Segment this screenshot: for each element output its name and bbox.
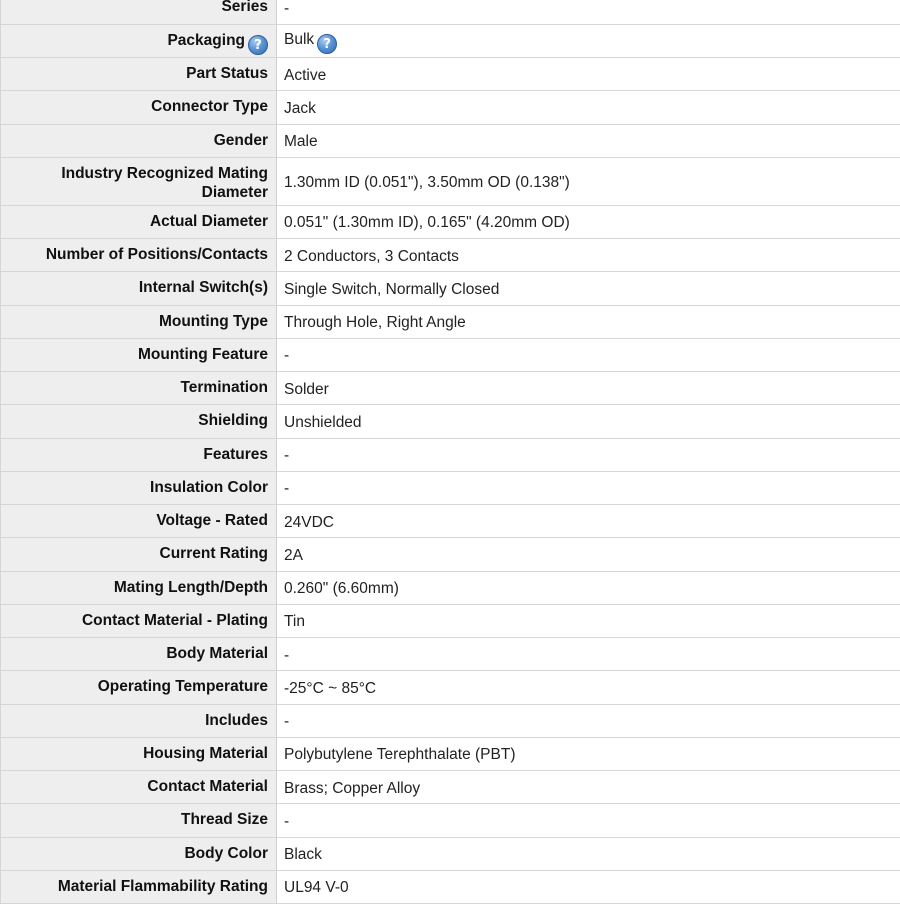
attribute-value: 2 Conductors, 3 Contacts [284, 248, 459, 265]
attribute-value-cell [277, 571, 900, 604]
attribute-label-cell [1, 505, 277, 538]
attribute-label: Operating Temperature [98, 678, 268, 695]
attribute-value-cell [277, 239, 900, 272]
attribute-label: Body Material [166, 645, 268, 662]
attribute-label: Contact Material [147, 778, 268, 795]
attribute-label: Features [203, 446, 268, 463]
attribute-value: - [284, 713, 289, 730]
attribute-value-cell [277, 272, 900, 305]
attribute-label: Actual Diameter [150, 213, 268, 230]
attribute-row-mounting-feature [1, 338, 900, 371]
attribute-value: 1.30mm ID (0.051"), 3.50mm OD (0.138") [284, 174, 570, 191]
attribute-row-includes [1, 704, 900, 737]
attribute-label-cell [1, 157, 277, 205]
attribute-value: 24VDC [284, 514, 334, 531]
attribute-value: Black [284, 846, 322, 863]
attribute-value: Unshielded [284, 414, 362, 431]
attribute-label: Voltage - Rated [156, 512, 268, 529]
attribute-row-mating-length-depth [1, 571, 900, 604]
attribute-label-cell [1, 205, 277, 238]
attribute-value: Brass; Copper Alloy [284, 780, 420, 797]
attribute-label: Material Flammability Rating [58, 878, 268, 895]
attribute-label: Number of Positions/Contacts [46, 246, 268, 263]
attribute-row-packaging [1, 24, 900, 57]
attribute-row-current-rating [1, 538, 900, 571]
attribute-value-cell [277, 870, 900, 903]
attribute-value-cell [277, 505, 900, 538]
attribute-label: Body Color [184, 845, 268, 862]
attribute-value-cell [277, 372, 900, 405]
attribute-row-shielding [1, 405, 900, 438]
attribute-value: - [284, 347, 289, 364]
attribute-label-cell [1, 538, 277, 571]
attribute-label: Mating Length/Depth [114, 579, 268, 596]
attribute-label-cell [1, 771, 277, 804]
attribute-label: Connector Type [151, 98, 268, 115]
attribute-label: Industry Recognized Mating Diameter [61, 165, 268, 201]
attribute-row-material-flammability-rating [1, 870, 900, 903]
attribute-value-cell [277, 538, 900, 571]
attribute-row-contact-material-plating [1, 604, 900, 637]
help-icon[interactable]: ? [317, 34, 337, 54]
attribute-row-operating-temperature [1, 671, 900, 704]
attribute-value: Single Switch, Normally Closed [284, 281, 499, 298]
attribute-value-cell [277, 638, 900, 671]
attribute-value-cell [277, 91, 900, 124]
attribute-row-body-material [1, 638, 900, 671]
attribute-value-cell [277, 771, 900, 804]
attribute-row-mounting-type [1, 305, 900, 338]
attribute-label-cell [1, 338, 277, 371]
attribute-row-termination [1, 372, 900, 405]
attribute-row-series [1, 0, 900, 24]
attribute-label-cell [1, 671, 277, 704]
attribute-value: - [284, 0, 289, 17]
attribute-value: Jack [284, 100, 316, 117]
attribute-value-cell [277, 471, 900, 504]
attribute-value-cell [277, 405, 900, 438]
attribute-row-industry-recognized-mating-diameter [1, 157, 900, 205]
attribute-label-cell [1, 870, 277, 903]
attribute-row-gender [1, 124, 900, 157]
attribute-label: Insulation Color [150, 479, 268, 496]
attribute-value: Active [284, 67, 326, 84]
product-attributes-body [1, 0, 900, 904]
attribute-value-cell [277, 837, 900, 870]
attribute-value: UL94 V-0 [284, 879, 349, 896]
attribute-label: Includes [205, 712, 268, 729]
attribute-row-connector-type [1, 91, 900, 124]
attribute-label-cell [1, 837, 277, 870]
attribute-label: Gender [214, 132, 268, 149]
attribute-value: 0.051" (1.30mm ID), 0.165" (4.20mm OD) [284, 214, 570, 231]
attribute-label: Contact Material - Plating [82, 612, 268, 629]
attribute-label-cell [1, 372, 277, 405]
attribute-label-cell [1, 737, 277, 770]
attribute-value-cell [277, 205, 900, 238]
attribute-row-body-color [1, 837, 900, 870]
attribute-value-cell [277, 124, 900, 157]
attribute-label: Shielding [198, 412, 268, 429]
attribute-value: Tin [284, 613, 305, 630]
attribute-row-voltage-rated [1, 505, 900, 538]
attribute-label-cell [1, 24, 277, 57]
attribute-label-cell [1, 272, 277, 305]
attribute-value-cell [277, 671, 900, 704]
attribute-value: - [284, 647, 289, 664]
attribute-value: - [284, 447, 289, 464]
attribute-label-cell [1, 471, 277, 504]
attribute-value-cell [277, 157, 900, 205]
attribute-row-number-of-positions-contacts [1, 239, 900, 272]
attribute-label-cell [1, 638, 277, 671]
attribute-label-cell [1, 124, 277, 157]
attribute-value: 2A [284, 547, 303, 564]
attribute-label-cell [1, 804, 277, 837]
attribute-row-features [1, 438, 900, 471]
attribute-label: Part Status [186, 65, 268, 82]
attribute-row-housing-material [1, 737, 900, 770]
attribute-value-cell [277, 438, 900, 471]
attribute-value-cell [277, 338, 900, 371]
attribute-label: Termination [180, 379, 268, 396]
attribute-label-cell [1, 704, 277, 737]
attribute-value: - [284, 480, 289, 497]
attribute-label-cell [1, 58, 277, 91]
attribute-label: Packaging [167, 32, 245, 49]
attribute-row-part-status [1, 58, 900, 91]
attribute-value: 0.260" (6.60mm) [284, 580, 399, 597]
attribute-label: Internal Switch(s) [139, 279, 268, 296]
attribute-value-cell [277, 0, 900, 24]
attribute-value-cell [277, 804, 900, 837]
attribute-label-cell [1, 438, 277, 471]
attribute-value: Through Hole, Right Angle [284, 314, 466, 331]
attribute-value: Bulk [284, 31, 314, 48]
attribute-row-actual-diameter [1, 205, 900, 238]
attribute-label-cell [1, 571, 277, 604]
attribute-label-cell [1, 405, 277, 438]
attribute-value-cell [277, 604, 900, 637]
attribute-label: Thread Size [181, 811, 268, 828]
attribute-label-cell [1, 305, 277, 338]
attribute-label: Current Rating [160, 545, 269, 562]
attribute-value: Solder [284, 381, 329, 398]
attribute-row-internal-switch-s [1, 272, 900, 305]
attribute-label: Housing Material [143, 745, 268, 762]
attribute-row-contact-material [1, 771, 900, 804]
attribute-value-cell [277, 24, 900, 57]
attribute-value-cell [277, 58, 900, 91]
attribute-label-cell [1, 0, 277, 24]
attribute-row-thread-size [1, 804, 900, 837]
attribute-label: Series [221, 0, 268, 15]
help-icon[interactable]: ? [248, 35, 268, 55]
attribute-label-cell [1, 239, 277, 272]
attribute-label-cell [1, 604, 277, 637]
attribute-value-cell [277, 305, 900, 338]
attribute-label: Mounting Feature [138, 346, 268, 363]
attribute-value: Polybutylene Terephthalate (PBT) [284, 746, 516, 763]
attribute-value: Male [284, 133, 318, 150]
attribute-value: - [284, 813, 289, 830]
attribute-value-cell [277, 737, 900, 770]
attribute-row-insulation-color [1, 471, 900, 504]
attribute-value: -25°C ~ 85°C [284, 680, 376, 697]
attribute-label: Mounting Type [159, 313, 268, 330]
attribute-value-cell [277, 704, 900, 737]
attribute-label-cell [1, 91, 277, 124]
